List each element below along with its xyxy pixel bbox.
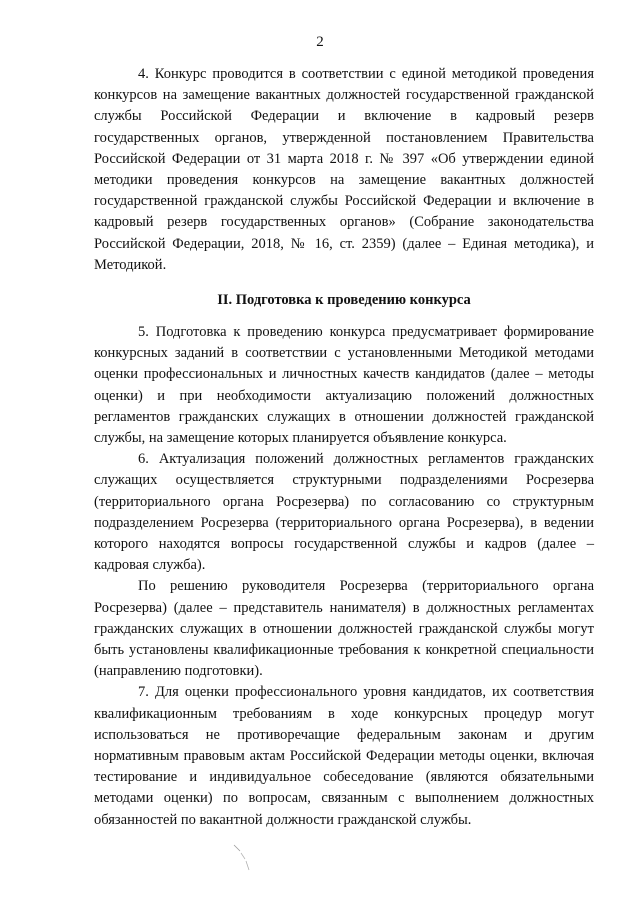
paragraph-4: 4. Конкурс проводится в соответствии с единой методикой проведения конкурсов на замещение вакантных должностей государственной гражданской службы Российской Федерации и включение в кадровый резерв государственных органов, утвержденной постановлением Правительства Российской Федерации от 31 марта 2018 г. № 397 «Об утверждении единой методики проведения конкурсов на замещение вакантных должностей государственной гражданской службы Российской Федерации и включение в кадровый резерв государственных органов» (Собрание законодательства Российской Федерации, 2018, № 16, ст. 2359) (далее – Единая методика), и Методикой. [94,66,594,273]
paragraph-6-continued: По решению руководителя Росрезерва (территориального органа Росрезерва) (далее – представитель нанимателя) в должностных регламентах гражданских служащих в отношении должностей гражданской службы могут быть установлены квалификационные требования к конкретной специальности (направлению подготовки). [94,578,594,680]
page-number: 2 [316,34,324,50]
section-heading: II. Подготовка к проведению конкурса [217,292,471,308]
section-two-body [94,322,594,831]
paragraph-6: 6. Актуализация положений должностных регламентов гражданских служащих осуществляется структурными подразделениями Росрезерва (территориального органа Росрезерва) по согласованию со структурным подразделением Росрезерва (территориального органа Росрезерва), в ведении которого находятся вопросы государственной службы и кадров (далее – кадровая служба). [94,451,594,574]
section-one-body [94,64,594,276]
paragraph-7: 7. Для оценки профессионального уровня кандидатов, их соответствия квалификационным требованиям в ходе конкурсных процедур могут использоваться не противоречащие федеральным законам и другим нормативным правовым актам Российской Федерации методы оценки, включая тестирование и индивидуальное собеседование (являются обязательными методами оценки) по вопросам, связанным с выполнением должностных обязанностей по вакантной должности гражданской службы. [94,684,594,828]
scan-artifact-mark [232,843,252,873]
paragraph-5: 5. Подготовка к проведению конкурса предусматривает формирование конкурсных заданий в соответствии с установленными Методикой методами оценки профессиональных и личностных качеств кандидатов (далее – методы оценки) и при необходимости актуализацию положений должностных регламентов гражданских служащих в отношении должностей гражданской службы, на замещение которых планируется объявление конкурса. [94,324,594,447]
